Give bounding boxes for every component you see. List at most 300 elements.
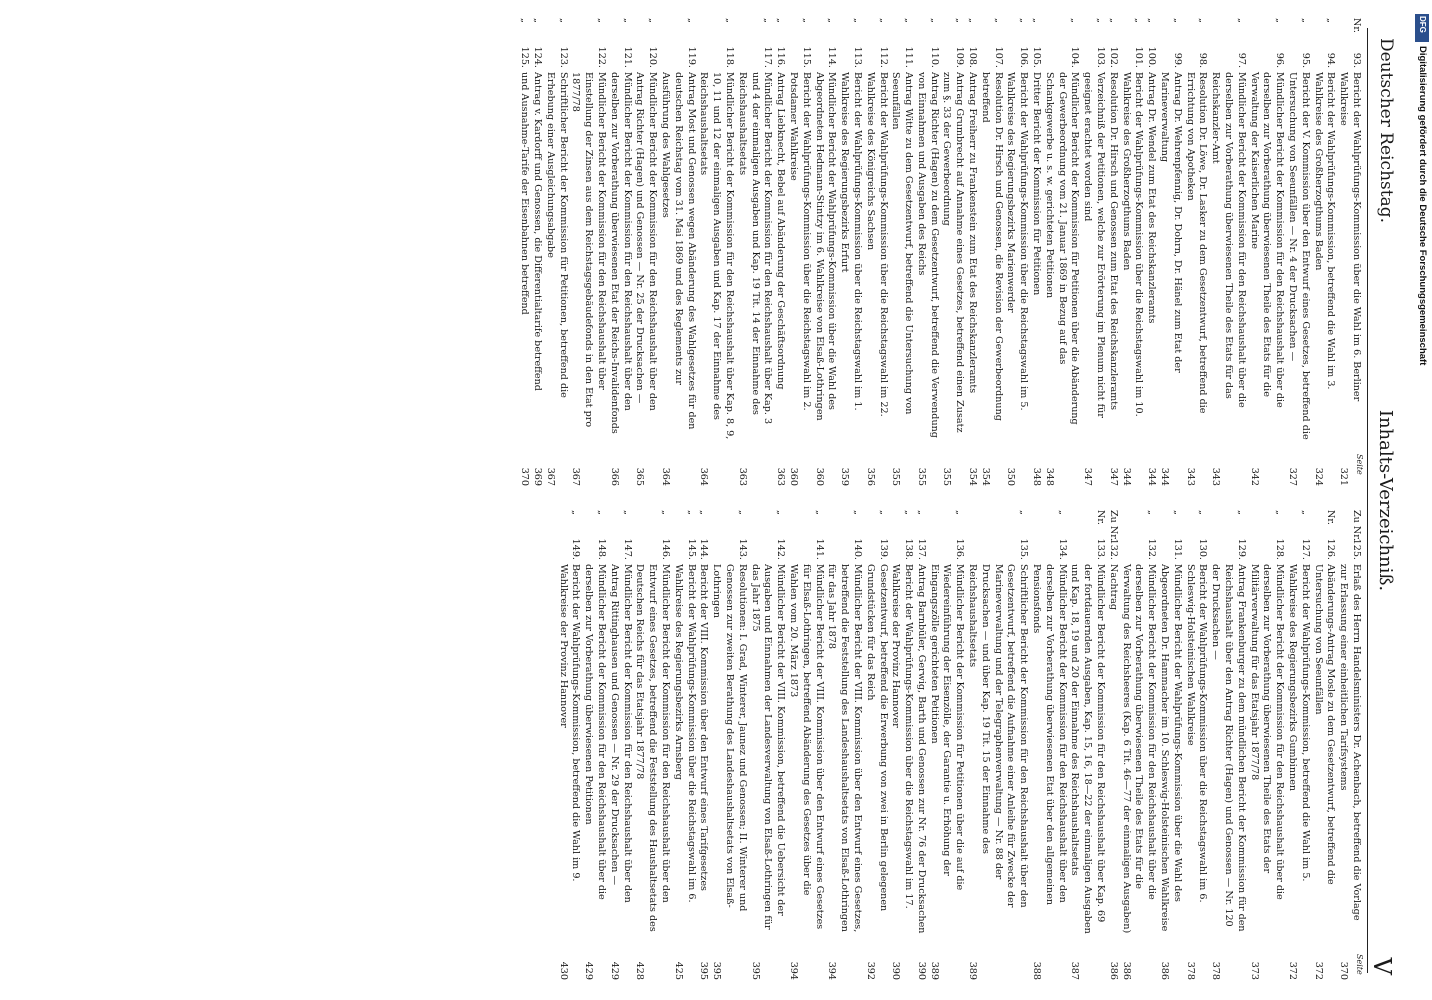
entry-prefix: „ xyxy=(647,18,659,23)
seite-label-right: Seite xyxy=(1355,954,1364,975)
entry-title: Verzeichniß der Petitionen, welche zur Erörterung im Plenum nicht für geeignet erachtet worden sind xyxy=(1082,72,1107,418)
digitization-credit: Digitalisierung gefördert durch die Deutsche Forschungsgemeinschaft xyxy=(1417,46,1428,366)
entry-page: 388 xyxy=(1031,961,1043,980)
toc-entry xyxy=(1106,510,1119,980)
entry-title: Bericht der Wahlprüfungs-Kommission über die Reichstagswahl im 17. Wahlkreise der Provinz Hannover xyxy=(890,564,915,909)
entry-number: 104. xyxy=(1069,46,1081,68)
entry-prefix: „ xyxy=(775,510,787,515)
entry-prefix: „ xyxy=(1235,510,1247,515)
entry-page: 355 xyxy=(915,467,927,486)
entry-prefix: „ xyxy=(877,18,889,23)
header-rule xyxy=(1367,28,1368,973)
entry-number: 119. xyxy=(685,46,697,68)
entry-page: 355 xyxy=(941,467,953,486)
entry-title: Bericht der Wahlprüfungs-Kommission, betreffend die Wahl im 5. Wahlkreise des Regierungsbezirks Gumbinnen xyxy=(1287,564,1311,882)
entry-prefix: „ xyxy=(903,18,915,23)
entry-prefix: „ xyxy=(595,18,607,23)
toc-entry xyxy=(812,18,838,486)
entry-prefix: „ xyxy=(1171,510,1183,515)
entry-number: 107. xyxy=(992,46,1004,68)
toc-entry xyxy=(607,18,633,486)
toc-entry xyxy=(825,510,863,980)
entry-title: Mündlicher Bericht der Kommission für den Reichshaushalt über den Entwurf eines Gesetzes, betreffend die Feststellung des Haushaltsetats des Deutschen Reichs für das Etatsjahr 1877/78 xyxy=(634,564,671,932)
entry-page: 386 xyxy=(1159,961,1171,980)
toc-entry xyxy=(1311,510,1337,980)
entry-page: 365 xyxy=(634,467,646,486)
entry-title: Mündlicher Bericht der Kommission für den Reichshaushalt über die derselben zur Vorberathung überwiesenen Theile des Etats der Militärverwaltung für das Etatsjahr 1877/78 xyxy=(1248,564,1286,900)
entry-title: Resolution Dr. Hirsch und Genossen zum Etat des Reichskanzleramts xyxy=(1107,72,1119,411)
entry-title: Mündlicher Bericht der Kommission für den Reichshaushalt über die derselben zur Vorberathung überwiesenen Petitionen xyxy=(583,564,607,900)
entry-prefix: „ xyxy=(1171,18,1183,23)
entry-title: Mündlicher Bericht der Kommission für den Reichshaushalt über den derselben zur Vorberathung überwiesenen Etat über den allgemeinen Pensionsfonds xyxy=(1031,564,1068,906)
entry-page: 386 xyxy=(1107,961,1119,980)
entry-prefix: Zu Nr. xyxy=(1107,510,1119,541)
entry-number: 117. xyxy=(762,46,774,68)
entry-prefix: „ xyxy=(519,18,531,23)
entry-page: 321 xyxy=(1338,467,1350,486)
entry-title: Bericht der V. Kommission über den Entwurf eines Gesetzes, betreffend die Untersuchung von Seeunfällen — Nr. 4 der Drucksachen — xyxy=(1287,72,1311,440)
entry-prefix: „ xyxy=(1056,510,1068,515)
toc-entry xyxy=(965,18,978,486)
entry-title: Mündlicher Bericht der Kommission für den Reichshaushalt über die derselben zur Vorberathung überwiesenen Theile des Etats für die Verwaltung der Kaiserlichen Marine xyxy=(1248,72,1286,408)
entry-number: 127. xyxy=(1299,538,1311,560)
entry-number: 128. xyxy=(1274,538,1286,560)
toc-entry xyxy=(671,510,697,980)
entry-prefix: „ xyxy=(954,510,966,515)
entry-prefix: „ xyxy=(851,18,863,23)
entry-prefix: „ xyxy=(698,510,710,515)
entry-title: Antrag Dr. Wehrenpfennig, Dr. Dohrn, Dr. Hänel zum Etat der Marineverwaltung xyxy=(1159,72,1183,373)
entry-number: 125. xyxy=(519,46,531,68)
entry-title: Bericht der Wahlprüfungs-Kommission über die Wahl im 6. Berliner Wahlkreise xyxy=(1338,72,1362,402)
entry-page: 395 xyxy=(698,961,710,980)
toc-entry xyxy=(658,18,696,486)
entry-title: Schriftlicher Bericht der Kommission für den Reichshaushalt über den Gesetzentwurf, betreffend die Aufnahme einer Anleihe für Zwecke der Marineverwaltung und der Telegraphenverwaltung — Nr. 88 der Drucksachen — und über Kap. 19 Tit. 15 der Einnahme des Reichshaushaltsetats xyxy=(967,564,1030,908)
entry-number: 116. xyxy=(775,46,787,68)
entry-page: 425 xyxy=(672,961,684,980)
toc-entry xyxy=(1157,510,1183,980)
entry-prefix: „ xyxy=(736,510,748,515)
entry-title: Gesetzentwurf, betreffend die Erwerbung von zwei in Berlin gelegenen Grundstücken für das Reich xyxy=(864,564,889,912)
toc-entry xyxy=(1208,18,1246,486)
toc-entry xyxy=(1029,510,1067,980)
toc-entry xyxy=(633,18,659,486)
entry-number: 133. xyxy=(1095,538,1107,560)
entry-title: Nachtrag xyxy=(1107,564,1119,610)
entry-number: 143. xyxy=(736,538,748,560)
entry-title: Bericht der Wahlprüfungs-Kommission, betreffend die Wahl im 3. Wahlkreise des Großherzogthums Baden xyxy=(1312,72,1337,390)
entry-prefix: „ xyxy=(1069,18,1081,23)
entry-number: 108. xyxy=(967,46,979,68)
toc-entry xyxy=(748,510,786,980)
entry-prefix: „ xyxy=(1235,18,1247,23)
entry-number: 137. xyxy=(915,538,927,560)
entry-title: Antrag Richter (Hagen) zu dem Gesetzentwurf, betreffend die Verwendung von Einnahmen und Ausgaben des Reichs xyxy=(915,72,940,438)
entry-title: Resolution Dr. Hirsch und Genossen, die Revision der Gewerbeordnung betreffend xyxy=(979,72,1004,421)
entry-number: 138. xyxy=(903,538,915,560)
entry-title: Bericht der Wahlprüfungs-Kommission über die Reichstagswahl im 6. Wahlkreise des Regierungsbezirks Arnsberg xyxy=(672,564,697,903)
entry-prefix: „ xyxy=(992,18,1004,23)
entry-prefix: „ xyxy=(903,510,915,515)
entry-number: 118. xyxy=(723,46,735,68)
entry-number: 112. xyxy=(877,46,889,68)
entry-title: Antrag v. Kardorff und Genossen, die Differentialtarife betreffend xyxy=(532,72,543,391)
entry-page: 389 xyxy=(928,961,940,980)
entry-prefix: Nr. xyxy=(1325,510,1337,525)
entry-page: 327 xyxy=(1287,467,1299,486)
entry-page: 395 xyxy=(711,961,723,980)
entry-number: 100. xyxy=(1146,46,1158,68)
toc-entry xyxy=(1247,510,1285,980)
toc-entry xyxy=(965,510,1029,980)
toc-entry xyxy=(709,510,747,980)
document-page xyxy=(7,8,1402,993)
entry-number: 115. xyxy=(800,46,812,68)
entry-number: 132. xyxy=(1146,538,1158,560)
entry-page: 428 xyxy=(634,961,646,980)
entry-page: 324 xyxy=(1312,467,1324,486)
entry-page: 363 xyxy=(736,467,748,486)
entry-page: 395 xyxy=(749,961,761,980)
entry-number: 142. xyxy=(775,538,787,560)
toc-entry xyxy=(1183,18,1209,486)
entry-title: Mündlicher Bericht der Kommission für den Reichshaushalt über die derselben zur Vorberathung überwiesenen Theile des Etats für das Reichskanzler-Amt xyxy=(1210,72,1247,408)
toc-entry xyxy=(1336,18,1362,486)
toc-column-right xyxy=(556,510,1362,980)
seite-label-left: Seite xyxy=(1355,454,1364,475)
entry-number: 132. xyxy=(1107,538,1119,560)
toc-entry xyxy=(1144,18,1157,486)
entry-number: 114. xyxy=(826,46,838,68)
toc-entry xyxy=(1336,510,1362,980)
toc-entry xyxy=(837,18,863,486)
entry-page: 387 xyxy=(1069,961,1081,980)
entry-prefix: Nr. xyxy=(1095,510,1107,525)
entry-prefix: „ xyxy=(1146,510,1158,515)
entry-prefix: „ xyxy=(1299,510,1311,515)
entry-title: Antrag Witte zu dem Gesetzentwurf, betreffend die Untersuchung von Seeunfällen xyxy=(890,72,915,415)
entry-title: Dritter Bericht der Kommission für Petitionen xyxy=(1031,72,1043,296)
entry-title: Mündlicher Bericht der Kommission für den Reichshaushalt über Kap. 8, 9, 10, 11 und 12 der einmaligen Ausgaben und Kap. 17 der Einnahme des Reichshaushaltsetats xyxy=(698,72,735,440)
toc-entry xyxy=(863,18,889,486)
toc-entry xyxy=(1029,18,1042,486)
entry-title: Abänderungs-Antrag Mosle zu dem Gesetzentwurf, betreffend die Untersuchung von Seeunfällen xyxy=(1312,564,1337,885)
entry-title: Mündlicher Bericht der Kommission für den Reichshaushalt über Kap. 69 der fortdauernden Ausgaben, Kap. 15, 16, 18—22 der einmaligen Ausgaben und Kap. 18, 19 und 20 der Einnahme des Reichshaushaltsetats xyxy=(1069,564,1107,934)
toc-entry xyxy=(581,510,607,980)
toc-entry xyxy=(1285,18,1311,486)
entry-number: 145. xyxy=(685,538,697,560)
toc-entry xyxy=(633,510,671,980)
entry-number: 98. xyxy=(1197,52,1209,68)
entry-page: 429 xyxy=(608,961,620,980)
entry-page: 343 xyxy=(1210,467,1222,486)
toc-entry xyxy=(517,18,530,486)
entry-page: 378 xyxy=(1210,961,1222,980)
entry-prefix: „ xyxy=(1274,18,1286,23)
entry-page: 364 xyxy=(698,467,710,486)
toc-entry xyxy=(1119,18,1145,486)
toc-entry xyxy=(1042,18,1080,486)
entry-number: 99. xyxy=(1171,52,1183,68)
entry-prefix: „ xyxy=(813,510,825,515)
entry-page: 348 xyxy=(1031,467,1043,486)
toc-entry xyxy=(697,18,735,486)
toc-entry xyxy=(530,18,543,486)
toc-entry xyxy=(786,18,812,486)
entry-number: 96. xyxy=(1274,52,1286,68)
toc-entry xyxy=(1285,510,1311,980)
entry-page: 347 xyxy=(1082,467,1094,486)
entry-number: 134. xyxy=(1056,538,1068,560)
entry-number: 140. xyxy=(851,538,863,560)
entry-title: Mündlicher Bericht der Wahlprüfungs-Kommission über die Wahl des Abgeordneten Dr. Hammacher im 10. Schleswig-Holsteinischen Wahlkreise xyxy=(1159,564,1183,932)
toc-entry xyxy=(1311,18,1337,486)
entry-title: Antrag Freiherr zu Frankenstein zum Etat des Reichskanzleramts xyxy=(967,72,979,394)
entry-page: 430 xyxy=(557,961,569,980)
entry-page: 372 xyxy=(1312,961,1324,980)
entry-prefix: „ xyxy=(1197,510,1209,515)
toc-entry xyxy=(1080,18,1106,486)
entry-prefix: „ xyxy=(851,510,863,515)
entry-prefix: „ xyxy=(685,18,697,23)
entry-title: Mündlicher Bericht der Kommission für Petitionen über die Abänderung der Gewerbeordnung vom 21. Januar 1869 in Bezug auf das Schankgewerbe u. s. w. gerichteten Petitionen xyxy=(1043,72,1081,425)
entry-number: 126. xyxy=(1325,538,1337,560)
toc-entry xyxy=(569,18,607,486)
entry-number: 113. xyxy=(851,46,863,68)
entry-prefix: „ xyxy=(723,18,735,23)
toc-entry xyxy=(889,18,915,486)
entry-prefix: „ xyxy=(1095,18,1107,23)
entry-title: Antrag Frankenburger zu dem mündlichen Bericht der Kommission für den Reichshaushalt über den Antrag Richter (Hagen) und Genossen — Nr. 120 der Drucksachen — xyxy=(1210,564,1247,932)
scan-margin-strip xyxy=(1414,6,1430,996)
entry-title: Antrag Liebknecht, Bebel auf Abänderung der Geschäftsordnung xyxy=(775,72,787,390)
entry-page: 372 xyxy=(1287,961,1299,980)
entry-page: 389 xyxy=(967,961,979,980)
entry-prefix: „ xyxy=(1197,18,1209,23)
entry-prefix: Zu Nr. xyxy=(1351,510,1362,541)
entry-title: Bericht der Wahlprüfungs-Kommission über die Reichstagswahl im 1. Wahlkreise des Regierungsbezirks Erfurt xyxy=(839,72,863,411)
toc-entry xyxy=(1208,510,1246,980)
entry-title: Bericht der Wahlprüfungs-Kommission über die Reichstagswahl im 5. Wahlkreise des Regierungsbezirks Marienwerder xyxy=(1005,72,1030,411)
entry-number: 148. xyxy=(595,538,607,560)
entry-title: Mündlicher Bericht der Kommission für Petitionen über die auf die Wiedereinführung der Eisenzölle, der Garantie u. Erhöhung der Eingangszölle gerichteten Petitionen xyxy=(928,564,966,891)
entry-page: 360 xyxy=(787,467,799,486)
entry-prefix: „ xyxy=(570,510,582,515)
entry-title: Bericht der Wahlprüfungs-Kommission über die Reichstagswahl im 22. Wahlkreise des Königreichs Sachsen xyxy=(864,72,889,417)
entry-prefix: „ xyxy=(1325,18,1337,23)
page-number-roman: V xyxy=(1368,957,1396,975)
entry-page: 363 xyxy=(775,467,787,486)
entry-page: 367 xyxy=(544,467,556,486)
entry-prefix: „ xyxy=(532,18,543,23)
entry-prefix: „ xyxy=(595,510,607,515)
entry-title: Mündlicher Bericht der Kommission für den Reichshaushalt über den derselben zur Vorberathung überwiesenen Etat der Reichs-Invalidenfonds xyxy=(608,72,633,434)
running-head-left: Deutscher Reichstag. xyxy=(1376,38,1396,223)
entry-prefix: „ xyxy=(621,510,633,515)
entry-number: 106. xyxy=(1018,46,1030,68)
entry-page: 360 xyxy=(813,467,825,486)
entry-prefix: „ xyxy=(1133,18,1145,23)
toc-column-left xyxy=(517,18,1362,486)
entry-number: 139. xyxy=(877,538,889,560)
entry-prefix: „ xyxy=(1031,18,1043,23)
toc-entry xyxy=(1106,18,1119,486)
toc-entry xyxy=(607,510,633,980)
entry-page: 367 xyxy=(570,467,582,486)
entry-title: Mündlicher Bericht der VIII. Kommission über den Entwurf eines Gesetzes für Elsaß-Lothringen, betreffend Abänderung des Gesetzes über die Wahlen vom 20. März 1873 xyxy=(787,564,825,930)
entry-page: 394 xyxy=(787,961,799,980)
entry-prefix: „ xyxy=(826,18,838,23)
entry-page: 344 xyxy=(1159,467,1171,486)
entry-page: 429 xyxy=(583,961,595,980)
entry-prefix: „ xyxy=(1274,510,1286,515)
entry-number: 147. xyxy=(621,538,633,560)
entry-page: 366 xyxy=(608,467,620,486)
entry-page: 350 xyxy=(1005,467,1017,486)
entry-page: 369 xyxy=(532,467,543,486)
entry-number: 135. xyxy=(1018,538,1030,560)
entry-number: 141. xyxy=(813,538,825,560)
entry-prefix: „ xyxy=(1018,510,1030,515)
entry-number: 94. xyxy=(1325,52,1337,68)
entry-number: 121. xyxy=(621,46,633,68)
entry-page: 355 xyxy=(890,467,902,486)
toc-entry xyxy=(1004,18,1030,486)
entry-prefix: „ xyxy=(1146,18,1158,23)
entry-title: Mündlicher Bericht der Kommission für den Reichshaushalt über den Antrag Richter (Hagen) und Genossen — Nr. 25 der Drucksachen — xyxy=(634,72,659,411)
entry-page: 378 xyxy=(1184,961,1196,980)
entry-number: 122. xyxy=(595,46,607,68)
entry-page: 386 xyxy=(1120,961,1132,980)
toc-entry xyxy=(1157,18,1183,486)
entry-prefix: „ xyxy=(621,18,633,23)
toc-entry xyxy=(940,18,966,486)
entry-prefix: „ xyxy=(1018,18,1030,23)
entry-prefix: „ xyxy=(762,18,774,23)
entry-number: 110. xyxy=(928,46,940,68)
entry-page: 354 xyxy=(979,467,991,486)
entry-page: 343 xyxy=(1184,467,1196,486)
entry-title: Mündlicher Bericht der VIII. Kommission über den Entwurf eines Gesetzes, betreffend die Feststellung des Landeshaushaltsetats von Elsaß-Lothringen für das Jahr 1878 xyxy=(826,564,863,933)
toc-entry xyxy=(556,510,582,980)
entry-prefix: „ xyxy=(775,18,787,23)
entry-title: Antrag Barnbüler, Gerwig, Barth und Genossen zur Nr. 76 der Drucksachen xyxy=(915,564,927,934)
entry-title: Bericht der Wahlprüfungs-Kommission über die Reichstagswahl im 6. Schleswig-Holsteinischen Wahlkreise xyxy=(1184,564,1209,903)
entry-number: 101. xyxy=(1133,46,1145,68)
toc-entry xyxy=(543,18,569,486)
entry-prefix: „ xyxy=(967,18,979,23)
entry-number: 95. xyxy=(1299,52,1311,68)
entry-number: 149. xyxy=(570,538,582,560)
entry-page: 348 xyxy=(1043,467,1055,486)
entry-number: 131. xyxy=(1171,538,1183,560)
entry-number: 125. xyxy=(1351,538,1362,560)
entry-number: 124. xyxy=(532,46,543,68)
entry-page: 356 xyxy=(864,467,876,486)
toc-entry xyxy=(735,18,773,486)
entry-number: 103. xyxy=(1095,46,1107,68)
toc-entry xyxy=(1183,510,1209,980)
entry-page: 359 xyxy=(839,467,851,486)
entry-title: Erlaß des Herrn Handelsministers Dr. Achenbach, betreffend die Vorlage zur Erlassung einer einheitlichen Tarifsystems xyxy=(1338,564,1362,921)
entry-prefix: „ xyxy=(800,18,812,23)
entry-page: 342 xyxy=(1248,467,1260,486)
entry-page: 347 xyxy=(1107,467,1119,486)
entry-title: Mündlicher Bericht der Kommission für den Reichshaushalt über Einstellung der Zinsen aus dem Reichstagsgebäudefonds in den Etat pro 1877/78 xyxy=(570,72,607,428)
entry-title: Antrag Grumbrecht auf Annahme eines Gesetzes, betreffend einen Zusatz zum §. 33 der Gewerbeordnung xyxy=(941,72,966,433)
entry-page: 390 xyxy=(915,961,927,980)
entry-title: Bericht der VIII. Kommission über den Entwurf eines Tarifgesetzes xyxy=(698,564,710,891)
entry-title: Mündlicher Bericht der Kommission für den Reichshaushalt über Kap. 3 und 4 der einmaligen Ausgaben und Kap. 19 Tit. 14 der Einnahme des Reichshaushaltsetats xyxy=(736,72,774,425)
toc-entry xyxy=(697,510,710,980)
entry-page: 354 xyxy=(967,467,979,486)
entry-title: Bericht der Wahlprüfungs-Kommission über die Reichstagswahl im 10. Wahlkreise des Großherzogthums Baden xyxy=(1120,72,1145,417)
toc-entry xyxy=(786,510,824,980)
entry-prefix: Nr. xyxy=(1351,18,1362,33)
toc-entry xyxy=(927,510,965,980)
entry-title: Resolution Dr. Löwe, Dr. Lasker zu dem Gesetzentwurf, betreffend die Errichtung von Apotheken xyxy=(1184,72,1209,414)
entry-title: Mündlicher Bericht der Kommission für den Reichshaushalt über den Antrag Rittinghausen und Genossen — Nr. 29 der Drucksachen — xyxy=(608,564,633,903)
entry-prefix: „ xyxy=(915,510,927,515)
entry-page: 394 xyxy=(826,961,838,980)
entry-title: Antrag Most und Genossen wegen Abänderung des Wahlgesetzes für den deutschen Reichstag vom 31. Mai 1869 und des Reglements zur Ausführung des Wahlgesetzes xyxy=(659,72,697,430)
entry-title: Mündlicher Bericht der VIII. Kommission, betreffend die Uebersicht der Ausgaben und Einnahmen der Landesverwaltung von Elsaß-Lothringen für das Jahr 1875 xyxy=(749,564,787,930)
entry-number: 129. xyxy=(1235,538,1247,560)
toc-entry xyxy=(1068,510,1106,980)
entry-page: 370 xyxy=(1338,961,1350,980)
dfg-logo: DFG xyxy=(1415,14,1429,42)
entry-number: 105. xyxy=(1031,46,1043,68)
entry-title: Antrag Dr. Wendel zum Etat des Reichskanzleramts xyxy=(1146,72,1158,324)
entry-prefix: „ xyxy=(1107,18,1119,23)
page-title: Inhalts-Verzeichniß. xyxy=(1375,409,1396,592)
entry-page: 392 xyxy=(864,961,876,980)
toc-entry xyxy=(863,510,889,980)
entry-page: 364 xyxy=(659,467,671,486)
entry-number: 109. xyxy=(954,46,966,68)
entry-number: 97. xyxy=(1235,52,1247,68)
entry-number: 120. xyxy=(647,46,659,68)
entry-title: Mündlicher Bericht der Wahlprüfungs-Kommission über die Wahl des Abgeordneten Hedmann-Stintzy im 6. Wahlkreise von Elsaß-Lothringen xyxy=(813,72,838,421)
entry-number: 130. xyxy=(1197,538,1209,560)
toc-entry xyxy=(914,18,940,486)
entry-number: 146. xyxy=(659,538,671,560)
entry-number: 102. xyxy=(1107,46,1119,68)
toc-entry xyxy=(978,18,1004,486)
toc-entry xyxy=(914,510,927,980)
entry-page: 390 xyxy=(890,961,902,980)
entry-number: 123. xyxy=(557,46,569,68)
entry-number: 136. xyxy=(954,538,966,560)
entry-page: 373 xyxy=(1248,961,1260,980)
toc-entry xyxy=(1247,18,1285,486)
toc-entry xyxy=(1119,510,1157,980)
entry-title: Schriftlicher Bericht der Kommission für Petitionen, betreffend die Erhebung einer Ausgleichungsabgabe xyxy=(544,72,569,398)
entry-prefix: „ xyxy=(685,510,697,515)
entry-prefix: „ xyxy=(557,18,569,23)
entry-page: 344 xyxy=(1146,467,1158,486)
entry-title: und Ausnahme-Tarife der Eisenbahnen betreffend xyxy=(519,72,531,315)
toc-entry xyxy=(889,510,915,980)
entry-prefix: „ xyxy=(877,510,889,515)
entry-prefix: „ xyxy=(659,510,671,515)
entry-title: Resolutionen: I. Grad, Winterer, Jaunez und Genossen; II. Winterer und Genossen zur zweiten Berathung des Landeshaushaltsetats von Elsaß-Lothringen xyxy=(711,564,748,912)
entry-number: 144. xyxy=(698,538,710,560)
entry-page: 370 xyxy=(519,467,531,486)
toc-entry xyxy=(773,18,786,486)
entry-title: Bericht der Wahlprüfungs-Kommission, betreffend die Wahl im 9. Wahlkreise der Provinz Hannover xyxy=(557,564,582,882)
entry-number: 93. xyxy=(1351,52,1362,68)
